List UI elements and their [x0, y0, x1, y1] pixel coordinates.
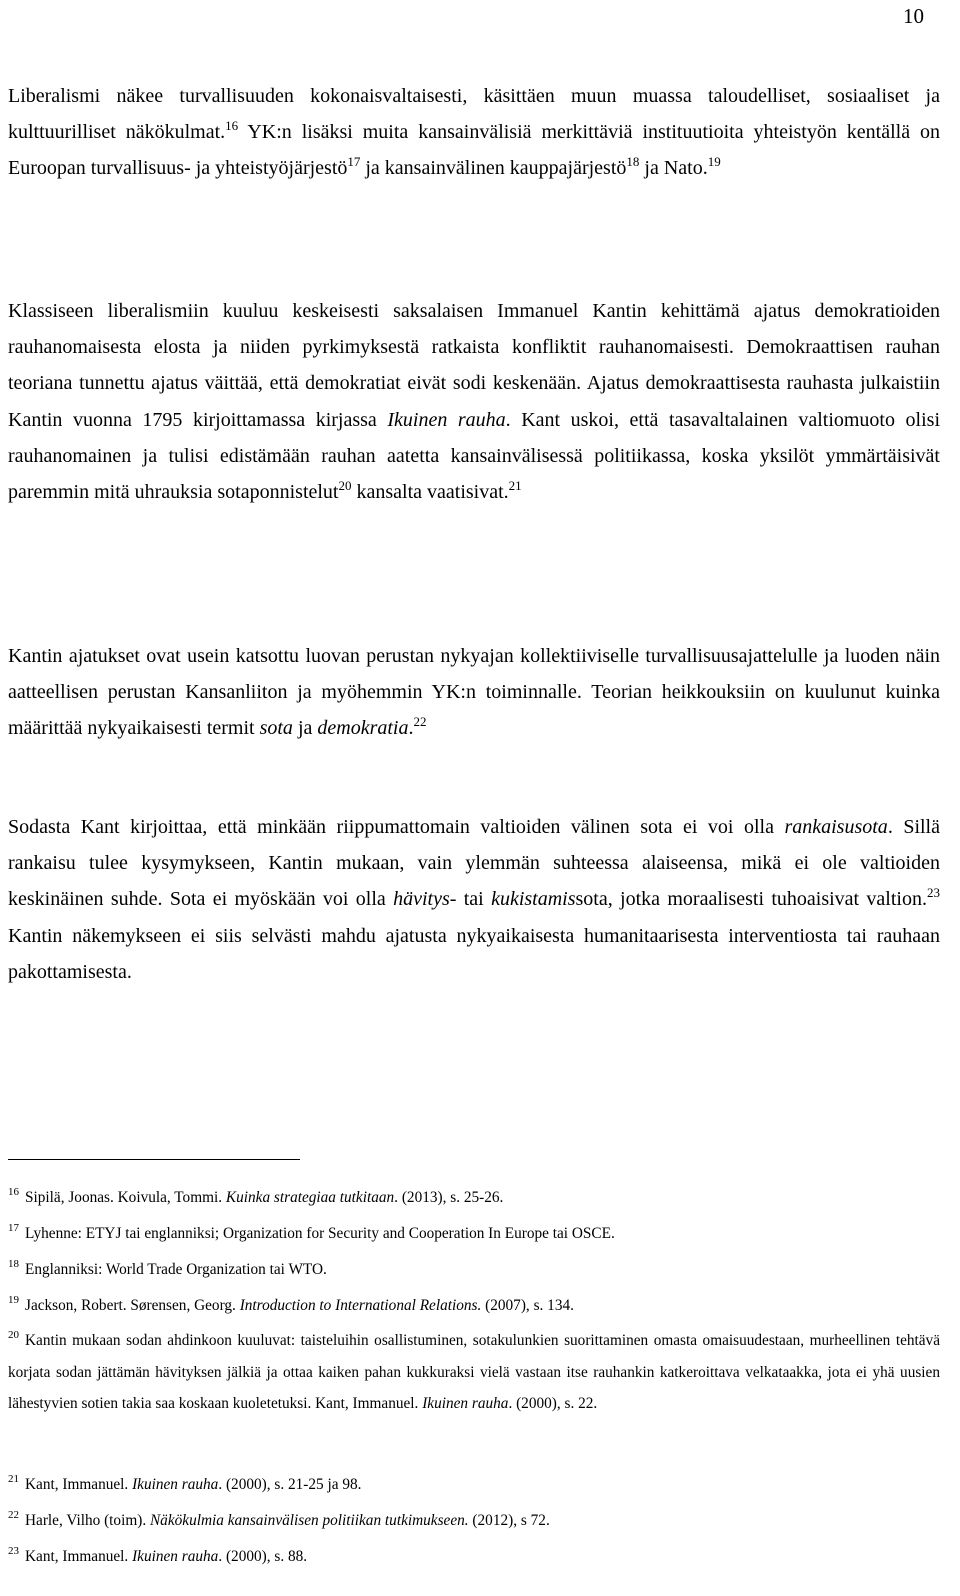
footnote-22: [8, 1506, 940, 1536]
footnote-ref-19[interactable]: 19: [707, 153, 721, 169]
paragraph-liberalism: [8, 78, 940, 187]
paragraph-kant-war: [8, 809, 940, 990]
citation-title: Ikuinen rauha: [422, 1395, 509, 1413]
text: sota, jotka moraalisesti tuhoaisivat valtion.: [575, 888, 927, 911]
footnote-17: [8, 1219, 940, 1249]
citation-title: Näkökulmia kansainvälisen politiikan tutkimukseen.: [149, 1512, 469, 1529]
term: demokratia: [317, 717, 409, 740]
footnote-number: 20: [8, 1328, 19, 1341]
text: Jackson, Robert. Sørensen, Georg.: [25, 1297, 240, 1314]
footnote-ref-18[interactable]: 18: [626, 153, 640, 169]
footnote-number: 17: [8, 1221, 19, 1234]
footnote-18: [8, 1255, 940, 1285]
text: ja kansainvälinen kauppajärjestö: [360, 157, 627, 180]
text: kansalta vaatisivat.: [351, 481, 509, 504]
text: Klassiseen liberalismiin kuuluu keskeisesti saksalaisen Immanuel Kantin kehittämä ajatus demokratioiden rauhanomaisesta elosta ja niiden pyrkimyksestä ratkaista konfliktit rauhanomaisesti. Demokraattisen rauhan teoriana tunnettu ajatus väittää, että demokratiat eivät sodi keskenään. Ajatus demokraattisesta rauhasta julkaistiin Kantin vuonna 1795 kirjoittamassa kirjassa: [8, 300, 940, 431]
footnote-number: 21: [8, 1472, 19, 1485]
citation-title: Ikuinen rauha: [132, 1476, 219, 1493]
text: Liberalismi näkee turvallisuuden kokonaisvaltaisesti, käsittäen muun muassa taloudelliset, sosiaaliset ja kulttuurilliset näkökulmat.: [8, 85, 940, 144]
page-number: 10: [903, 4, 924, 28]
text: (2012), s 72.: [468, 1512, 550, 1529]
footnote-number: 22: [8, 1508, 19, 1521]
citation-title: Ikuinen rauha: [132, 1548, 219, 1565]
text: YK:n lisäksi muita kansainvälisiä merkittäviä instituutioita yhteistyön kentällä on Euroopan turvallisuus- ja yhteistyöjärjestö: [8, 121, 941, 180]
text: Kant, Immanuel.: [25, 1476, 133, 1493]
footnote-ref-23[interactable]: 23: [926, 884, 940, 900]
footnote-20: [8, 1325, 940, 1420]
text: Kantin näkemykseen ei siis selvästi mahdu ajatusta nykyaikaisesta humanitaarisesta interventiosta tai rauhaan pakottamisesta.: [8, 924, 940, 983]
text: . (2000), s. 88.: [218, 1548, 308, 1565]
text: Kantin ajatukset ovat usein katsottu luovan perustan nykyajan kollektiiviselle turvallisuusajattelulle ja luoden näin aatteellisen perustan Kansanliiton ja myöhemmin YK:n toiminnalle. Teorian heikkouksiin on kuulunut kuinka määrittää nykyaikaisesti termit: [8, 645, 940, 740]
footnote-number: 16: [8, 1185, 19, 1198]
term: hävitys: [393, 888, 450, 911]
text: . Sillä rankaisu tulee kysymykseen, Kantin mukaan, vain ylemmän suhteessa alaiseensa, mikä ei ole valtioiden keskinäinen suhde. Sota ei myöskään voi olla: [8, 816, 940, 911]
footnote-number: 19: [8, 1293, 19, 1306]
text: Sodasta Kant kirjoittaa, että minkään riippumattomain valtioiden välinen sota ei voi olla: [8, 816, 785, 838]
footnote-ref-20[interactable]: 20: [338, 477, 352, 493]
text: Kant, Immanuel.: [25, 1548, 133, 1565]
footnote-19: [8, 1291, 940, 1321]
text: Lyhenne: ETYJ tai englanniksi; Organization for Security and Cooperation In Europe tai OSCE.: [25, 1225, 615, 1242]
text: . Kant uskoi, että tasavaltalainen valtiomuoto olisi rauhanomainen ja tulisi edistämään rauhan aatetta kansainvälisessä politiikassa, koska yksilöt ymmärtäisivät paremmin mitä uhrauksia sotaponnistelut: [8, 408, 940, 504]
term: sota: [259, 717, 293, 740]
text: Sipilä, Joonas. Koivula, Tommi.: [25, 1189, 226, 1206]
footnote-21: [8, 1470, 940, 1500]
text: . (2013), s. 25-26.: [394, 1189, 504, 1206]
citation-title: Kuinka strategiaa tutkitaan: [225, 1189, 395, 1206]
text: . (2000), s. 21-25 ja 98.: [218, 1476, 362, 1493]
citation-title: Introduction to International Relations.: [239, 1297, 482, 1314]
text: (2007), s. 134.: [481, 1297, 574, 1314]
paragraph-kant-ideas: [8, 638, 940, 747]
text: Kantin mukaan sodan ahdinkoon kuuluvat: taisteluihin osallistuminen, sotakulunkien suorittaminen omasta omaisuudestaan, murheellinen tehtävä korjata sodan jättämän hävityksen jälkiä ja ottaa kaiken pahan kukkuraksi vielä vastaan itse rauhankin katkeroittava velkataakka, jota ei yhä uusien lähestyvien sotien takia saa koskaan kuoletetuksi. Kant, Immanuel.: [8, 1332, 940, 1413]
footnote-ref-17[interactable]: 17: [347, 153, 361, 169]
text: Harle, Vilho (toim).: [25, 1512, 150, 1529]
text: .: [408, 717, 414, 740]
footnote-ref-22[interactable]: 22: [413, 713, 427, 729]
text: Englanniksi: World Trade Organization tai WTO.: [25, 1261, 327, 1278]
footnote-number: 23: [8, 1544, 19, 1557]
book-title: Ikuinen rauha: [387, 408, 506, 431]
footnote-23: [8, 1542, 940, 1572]
text: ja Nato.: [639, 157, 708, 180]
text: ja: [292, 717, 318, 740]
footnote-number: 18: [8, 1257, 19, 1270]
footnote-16: [8, 1183, 940, 1213]
footnote-ref-16[interactable]: 16: [225, 117, 239, 133]
paragraph-classical-liberalism: [8, 293, 940, 510]
text: . (2000), s. 22.: [508, 1395, 598, 1413]
footnote-separator: [8, 1159, 300, 1160]
term: rankaisusota: [784, 816, 888, 838]
term: kukistamis: [491, 888, 576, 911]
text: - tai: [449, 888, 492, 911]
footnote-ref-21[interactable]: 21: [508, 477, 522, 493]
